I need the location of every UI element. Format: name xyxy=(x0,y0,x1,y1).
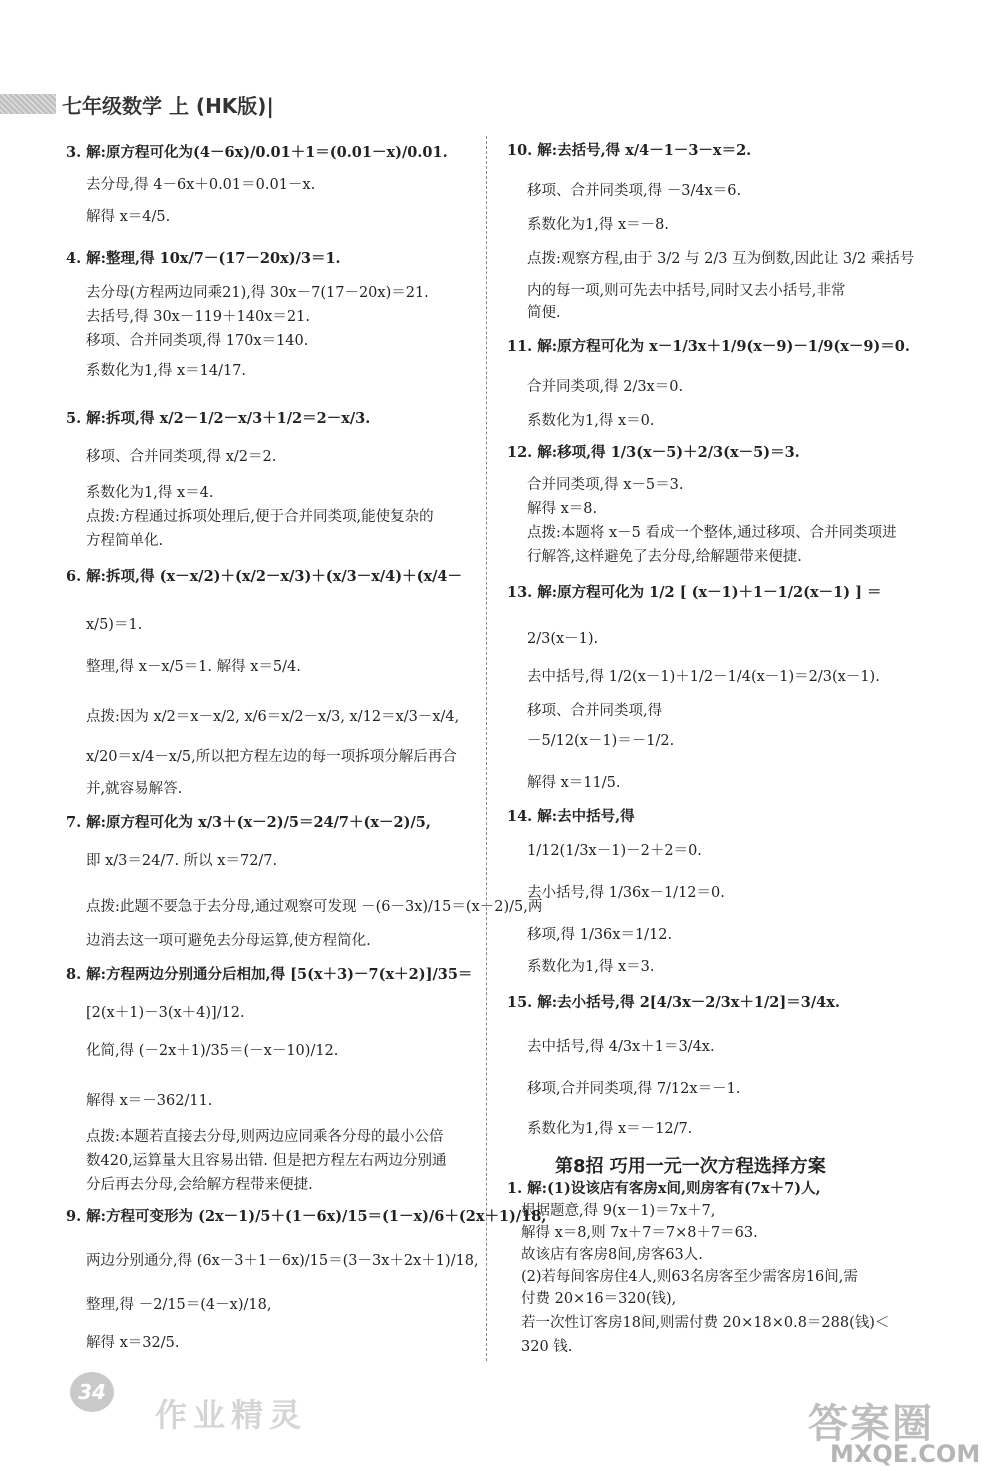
watermark-left: 作业精灵 xyxy=(155,1396,308,1434)
solution-line: 1. 解:(1)设该店有客房x间,则房客有(7x＋7)人, xyxy=(507,1180,821,1197)
tip-line: 方程简单化. xyxy=(86,533,164,549)
solution-line: [2(x＋1)－3(x＋4)]/12. xyxy=(86,1005,245,1021)
book-title: 七年级数学 上 (HK版)| xyxy=(62,94,274,118)
tip-line: 数420,运算量大且容易出错. 但是把方程左右两边分别通 xyxy=(86,1153,447,1169)
watermark-url: MXQE.COM xyxy=(830,1440,981,1468)
section-heading: 第8招 巧用一元一次方程选择方案 xyxy=(555,1156,826,1177)
solution-line: 两边分别通分,得 (6x－3＋1－6x)/15＝(3－3x＋2x＋1)/18, xyxy=(86,1253,479,1269)
solution-line: 13. 解:原方程可化为 1/2 [ (x－1)＋1－1/2(x－1) ] ＝ xyxy=(507,584,882,601)
solution-line: 2/3(x－1). xyxy=(527,631,599,647)
tip-line: 行解答,这样避免了去分母,给解题带来便捷. xyxy=(527,549,802,565)
solution-line: 解得 x＝11/5. xyxy=(527,775,621,791)
solution-line: 14. 解:去中括号,得 xyxy=(507,808,635,825)
solution-line: 5. 解:拆项,得 x/2－1/2－x/3＋1/2＝2－x/3. xyxy=(66,410,371,427)
solution-line: 去小括号,得 1/36x－1/12＝0. xyxy=(527,885,725,901)
solution-line: 4. 解:整理,得 10x/7－(17－20x)/3＝1. xyxy=(66,250,341,267)
solution-line: 移项、合并同类项,得 －3/4x＝6. xyxy=(527,183,742,199)
solution-line: 移项、合并同类项,得 x/2＝2. xyxy=(86,449,277,465)
solution-line: 320 钱. xyxy=(521,1339,573,1355)
solution-line: 整理,得 x－x/5＝1. 解得 x＝5/4. xyxy=(86,659,301,675)
tip-line: 分后再去分母,会给解方程带来便捷. xyxy=(86,1177,313,1193)
solution-line: 移项、合并同类项,得 170x＝140. xyxy=(86,333,309,349)
solution-line: 系数化为1,得 x＝14/17. xyxy=(86,363,247,379)
solution-line: 系数化为1,得 x＝－8. xyxy=(527,217,669,233)
solution-line: 合并同类项,得 2/3x＝0. xyxy=(527,379,684,395)
solution-line: 15. 解:去小括号,得 2[4/3x－2/3x＋1/2]＝3/4x. xyxy=(507,994,840,1011)
tip-line: 点拨:因为 x/2＝x－x/2, x/6＝x/2－x/3, x/12＝x/3－x/4, xyxy=(86,709,460,725)
tip-line: 点拨:本题将 x－5 看成一个整体,通过移项、合并同类项进 xyxy=(527,525,897,541)
column-divider xyxy=(486,136,487,1361)
solution-line: 化简,得 (－2x＋1)/35＝(－x－10)/12. xyxy=(86,1043,339,1059)
solution-line: 即 x/3＝24/7. 所以 x＝72/7. xyxy=(86,853,278,869)
solution-line: 系数化为1,得 x＝－12/7. xyxy=(527,1121,693,1137)
solution-line: 去中括号,得 4/3x＋1＝3/4x. xyxy=(527,1039,715,1055)
solution-line: 解得 x＝－362/11. xyxy=(86,1093,213,1109)
solution-line: x/5)＝1. xyxy=(86,617,143,633)
solution-line: 合并同类项,得 x－5＝3. xyxy=(527,477,684,493)
solution-line: 去中括号,得 1/2(x－1)＋1/2－1/4(x－1)＝2/3(x－1). xyxy=(527,669,880,685)
tip-line: 点拨:方程通过拆项处理后,便于合并同类项,能使复杂的 xyxy=(86,509,434,525)
solution-line: 系数化为1,得 x＝3. xyxy=(527,959,655,975)
solution-line: 若一次性订客房18间,则需付费 20×18×0.8＝288(钱)＜ xyxy=(521,1315,890,1331)
solution-line: 移项、合并同类项,得 xyxy=(527,703,663,719)
tip-line: x/20＝x/4－x/5,所以把方程左边的每一项拆项分解后再合 xyxy=(86,749,457,765)
solution-line: 根据题意,得 9(x－1)＝7x＋7, xyxy=(521,1203,716,1219)
tip-line: 点拨:此题不要急于去分母,通过观察可发现 －(6－3x)/15＝(x－2)/5,两 xyxy=(86,899,543,915)
solution-line: 付费 20×16＝320(钱), xyxy=(521,1291,677,1307)
solution-line: －5/12(x－1)＝－1/2. xyxy=(527,733,675,749)
solution-line: 解得 x＝8,则 7x＋7＝7×8＋7＝63. xyxy=(521,1225,758,1241)
solution-line: 7. 解:原方程可化为 x/3＋(x－2)/5＝24/7＋(x－2)/5, xyxy=(66,814,431,831)
page-header xyxy=(0,90,480,118)
solution-line: 11. 解:原方程可化为 x－1/3x＋1/9(x－9)－1/9(x－9)＝0. xyxy=(507,338,910,355)
solution-line: (2)若每间客房住4人,则63名房客至少需客房16间,需 xyxy=(521,1269,858,1285)
solution-line: 3. 解:原方程可化为(4－6x)/0.01＋1＝(0.01－x)/0.01. xyxy=(66,144,448,161)
tip-line: 点拨:本题若直接去分母,则两边应同乘各分母的最小公倍 xyxy=(86,1129,444,1145)
solution-line: 系数化为1,得 x＝0. xyxy=(527,413,655,429)
watermark-logo: 答案圈 xyxy=(808,1401,934,1447)
header-decoration xyxy=(0,94,56,114)
tip-line: 点拨:观察方程,由于 3/2 与 2/3 互为倒数,因此让 3/2 乘括号 xyxy=(527,251,915,267)
solution-line: 1/12(1/3x－1)－2＋2＝0. xyxy=(527,843,702,859)
tip-line: 简便. xyxy=(527,305,561,321)
tip-line: 并,就容易解答. xyxy=(86,781,183,797)
solution-line: 故该店有客房8间,房客63人. xyxy=(521,1247,703,1263)
solution-line: 系数化为1,得 x＝4. xyxy=(86,485,214,501)
solution-line: 12. 解:移项,得 1/3(x－5)＋2/3(x－5)＝3. xyxy=(507,444,800,461)
solution-line: 去分母(方程两边同乘21),得 30x－7(17－20x)＝21. xyxy=(86,285,429,301)
solution-line: 9. 解:方程可变形为 (2x－1)/5＋(1－6x)/15＝(1－x)/6＋(2x＋1)/18, xyxy=(66,1208,547,1225)
solution-line: 8. 解:方程两边分别通分后相加,得 [5(x＋3)－7(x＋2)]/35＝ xyxy=(66,966,473,983)
tip-line: 边消去这一项可避免去分母运算,使方程简化. xyxy=(86,933,371,949)
solution-line: 6. 解:拆项,得 (x－x/2)＋(x/2－x/3)＋(x/3－x/4)＋(x/4－ xyxy=(66,568,462,585)
solution-line: 移项,得 1/36x＝1/12. xyxy=(527,927,673,943)
page-number: 34 xyxy=(70,1372,114,1412)
solution-line: 去分母,得 4－6x＋0.01＝0.01－x. xyxy=(86,177,316,193)
solution-line: 整理,得 －2/15＝(4－x)/18, xyxy=(86,1297,272,1313)
solution-line: 移项,合并同类项,得 7/12x＝－1. xyxy=(527,1081,741,1097)
solution-line: 去括号,得 30x－119＋140x＝21. xyxy=(86,309,310,325)
solution-line: 解得 x＝8. xyxy=(527,501,598,517)
solution-line: 解得 x＝32/5. xyxy=(86,1335,180,1351)
tip-line: 内的每一项,则可先去中括号,同时又去小括号,非常 xyxy=(527,283,846,299)
solution-line: 10. 解:去括号,得 x/4－1－3－x＝2. xyxy=(507,142,752,159)
solution-line: 解得 x＝4/5. xyxy=(86,209,171,225)
